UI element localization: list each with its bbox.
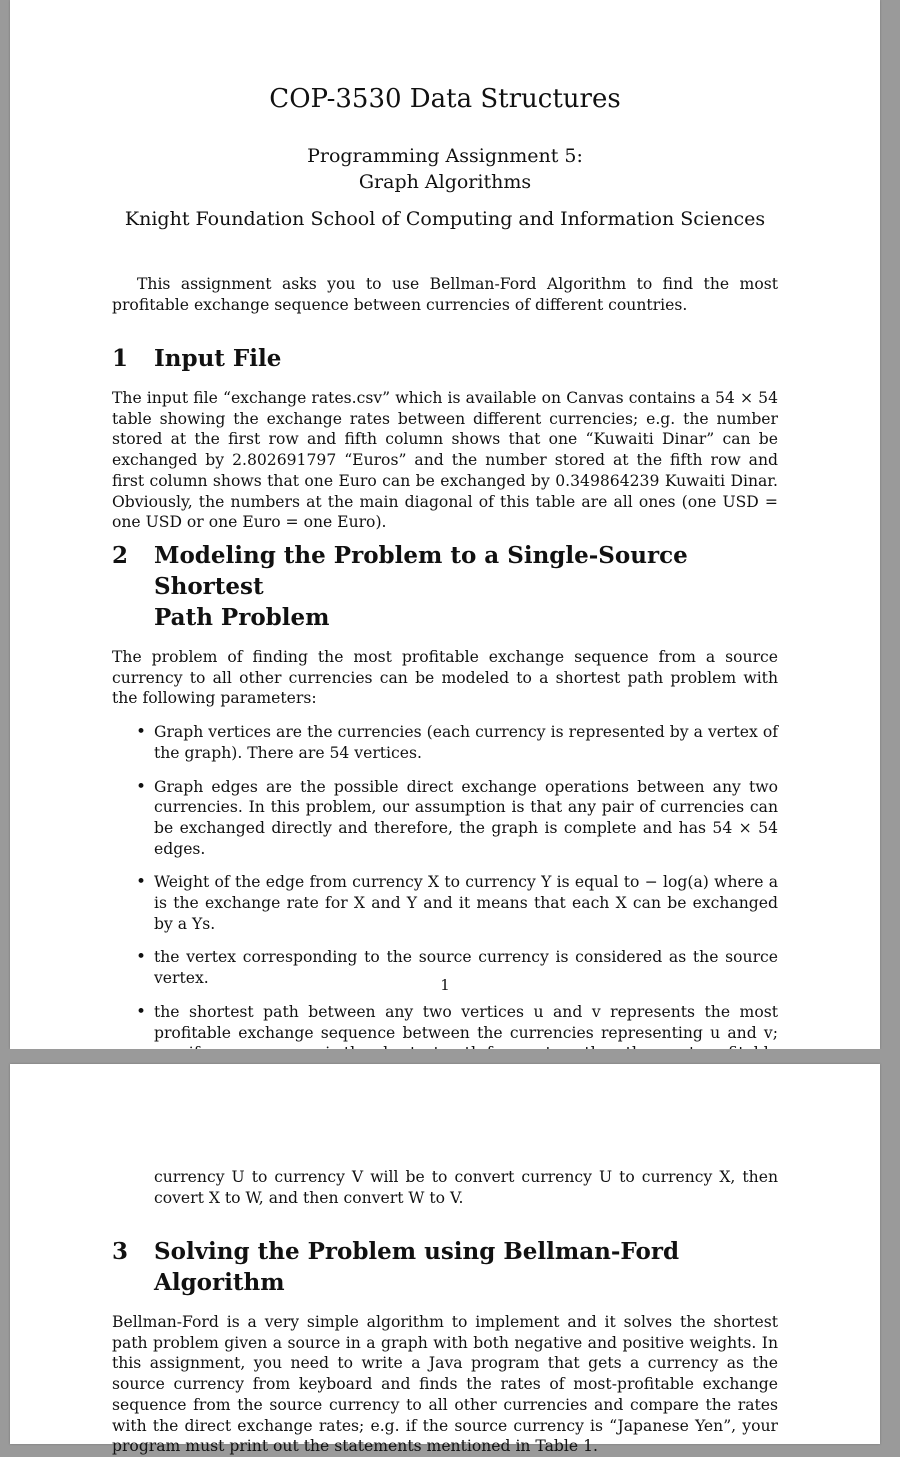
affiliation: Knight Foundation School of Computing and Information Sciences [124, 208, 766, 230]
parameter-list [112, 722, 778, 1085]
subtitle-line-1: Programming Assignment 5: [307, 145, 583, 167]
section-2-title [154, 540, 778, 633]
section-3-body: Bellman-Ford is a very simple algorithm to implement and it solves the shortest path problem given a source in a graph with both negative and positive weights. In this assignment, you need to write a Java program that gets a currency as the source currency from keyboard and finds the rates of most-profitable exchange sequence from the source currency to all other currencies and compare the rates with the direct exchange rates; e.g. if the source currency is “Japanese Yen”, your program must print out the statements mentioned in Table 1. [112, 1313, 778, 1456]
section-1 [112, 343, 778, 533]
section-3-heading [112, 1236, 778, 1298]
section-3-number: 3 [112, 1238, 129, 1265]
abstract-block [112, 274, 778, 315]
list-item: • the vertex corresponding to the source currency is considered as the source vertex. [112, 947, 778, 988]
section-2-title-line-1: Modeling the Problem to a Single-Source Shortest [154, 542, 688, 600]
section-2 [112, 540, 778, 1085]
section-2-intro: The problem of finding the most profitable exchange sequence from a source currency to all other currencies can be modeled to a shortest path problem with the following parameters: [112, 648, 778, 708]
section-3 [112, 1236, 778, 1457]
page-separator [0, 1049, 900, 1064]
page-2 [10, 1064, 880, 1456]
document-title: COP-3530 Data Structures [269, 84, 621, 114]
assignment-subtitle [10, 143, 880, 195]
section-2-number: 2 [112, 542, 129, 569]
section-1-heading [112, 343, 778, 374]
section-1-body: The input file “exchange rates.csv” which is available on Canvas contains a 54 × 54 table showing the exchange rates between different currencies; e.g. the number stored at the first row and fifth column shows that one “Kuwaiti Dinar” can be exchanged by 2.802691797 “Euros” and the number stored at the fifth row and first column shows that one Euro can be exchanged by 0.349864239 Kuwaiti Dinar. Obviously, the numbers at the main diagonal of this table are all ones (one USD = one USD or one Euro = one Euro). [112, 389, 778, 532]
page-1 [10, 0, 880, 1049]
abstract-paragraph: This assignment asks you to use Bellman-Ford Algorithm to find the most profitable exchange sequence between currencies of different countries. [112, 275, 778, 314]
bullet-continuation-block [112, 1167, 778, 1208]
section-3-title: Solving the Problem using Bellman-Ford Algorithm [154, 1238, 680, 1296]
section-2-heading [112, 540, 778, 633]
subtitle-line-2: Graph Algorithms [358, 171, 532, 193]
section-1-number: 1 [112, 345, 129, 372]
section-1-title: Input File [154, 345, 282, 372]
list-item: • Graph vertices are the currencies (each currency is represented by a vertex of the graph). There are 54 vertices. [112, 722, 778, 763]
list-item: • Weight of the edge from currency X to currency Y is equal to − log(a) where a is the exchange rate for X and Y and it means that each X can be exchanged by a Ys. [112, 872, 778, 934]
list-item: • the shortest path between any two vertices u and v represents the most profitable exchange sequence between the currencies representing u and v; [112, 1002, 778, 1085]
page-number: 1 [440, 976, 450, 994]
bullet-continuation: currency U to currency V will be to convert currency U to currency X, then covert X to W, and then convert W to V. [154, 1168, 778, 1207]
list-item: • Graph edges are the possible direct exchange operations between any two currencies. In this problem, our assumption is that any pair of currencies can be exchanged directly and therefore, the graph is complete and has 54 × 54 edges. [112, 777, 778, 860]
section-2-title-line-2: Path Problem [154, 604, 330, 631]
